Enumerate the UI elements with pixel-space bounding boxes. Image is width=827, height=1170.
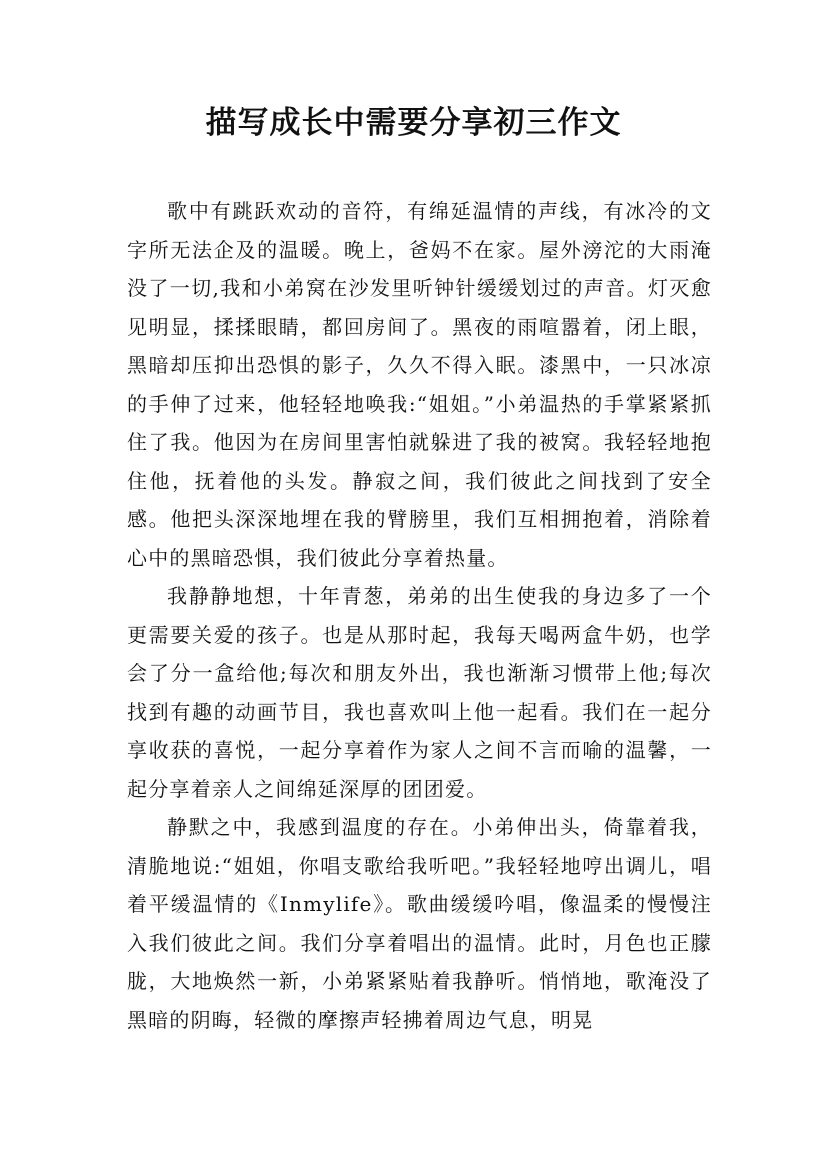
paragraph-3: 静默之中，我感到温度的存在。小弟伸出头，倚靠着我，清脆地说:“姐姐，你唱支歌给我听吧。”我轻轻地哼出调儿，唱着平缓温情的《Inmylife》。歌曲缓缓吟唱，像温柔的慢慢注入我们彼此之间。我们分享着唱出的温情。此时，月色也正朦胧，大地焕然一新，小弟紧紧贴着我静听。悄悄地，歌淹没了黑暗的阴晦，轻微的摩擦声轻拂着周边气息，明晃 — [127, 815, 712, 1032]
paragraph-1: 歌中有跳跃欢动的音符，有绵延温情的声线，有冰冷的文字所无法企及的温暖。晚上，爸妈不在家。屋外滂沱的大雨淹没了一切,我和小弟窝在沙发里听钟针缓缓划过的声音。灯灭愈见明显，揉揉眼睛，都回房间了。黑夜的雨喧嚣着，闭上眼，黑暗却压抑出恐惧的影子，久久不得入眠。漆黑中，一只冰凉的手伸了过来，他轻轻地唤我:“姐姐。”小弟温热的手掌紧紧抓住了我。他因为在房间里害怕就躲进了我的被窝。我轻轻地抱住他，抚着他的头发。静寂之间，我们彼此之间找到了安全感。他把头深深地埋在我的臂膀里，我们互相拥抱着，消除着心中的黑暗恐惧，我们彼此分享着热量。 — [127, 199, 712, 570]
document-body — [127, 192, 712, 1039]
paragraph-2: 我静静地想，十年青葱，弟弟的出生使我的身边多了一个更需要关爱的孩子。也是从那时起，我每天喝两盒牛奶，也学会了分一盒给他;每次和朋友外出，我也渐渐习惯带上他;每次找到有趣的动画节目，我也喜欢叫上他一起看。我们在一起分享收获的喜悦，一起分享着作为家人之间不言而喻的温馨，一起分享着亲人之间绵延深厚的团团爱。 — [127, 584, 712, 801]
document-title: 描写成长中需要分享初三作文 — [205, 105, 622, 141]
